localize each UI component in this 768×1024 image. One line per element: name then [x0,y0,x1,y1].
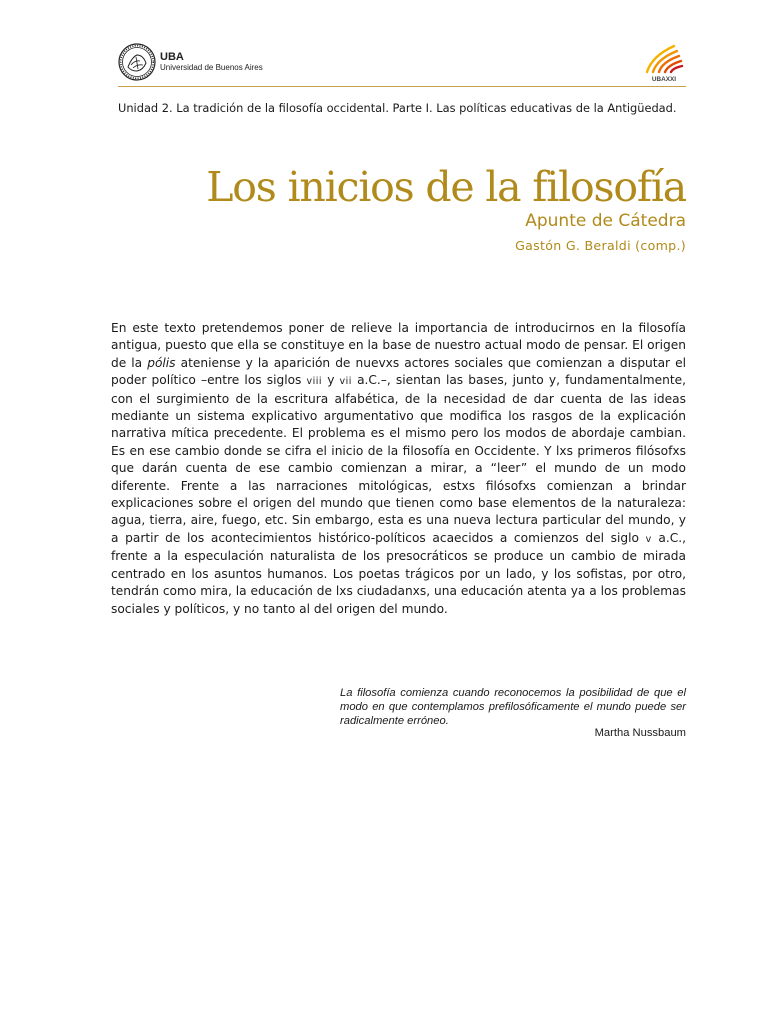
compiler-credit: Gastón G. Beraldi (comp.) [515,238,686,253]
body-paragraph [111,320,686,618]
century-numeral: viii [306,376,323,388]
body-text-segment: a.C., frente a la especulación naturalista de los presocráticos se produce un cambio de mirada centrado en los asuntos humanos. Los poetas trágicos por un lado, y los sofistas, por otro, tendrán como mira, la educación de lxs ciudadanxs, una educación atenta ya a los problemas sociales y políticos, y no tanto al del origen del mundo. [111,530,686,616]
uba-name: UBA [160,51,184,63]
ubaxxi-logo-icon [644,43,684,83]
uba-seal-icon [118,43,156,81]
century-numeral: v [645,533,652,545]
century-numeral: vii [339,376,352,388]
body-text-segment: ateniense y la aparición de nuevxs actores sociales que comienzan a disputar el poder político –entre los siglos [111,355,686,388]
ubaxxi-label: UBAXXI [651,76,677,83]
uba-wordmark [160,51,263,73]
body-text-segment: a.C.–, sientan las bases, junto y, fundamentalmente, con el surgimiento de la escritura alfabética, de la necesidad de dar cuenta de las ideas mediante un sistema explicativo argumentativo que modifica los rasgos de la explicación narrativa mítica precedente. El problema es el mismo pero los modos de abordaje cambian. Es en ese cambio donde se cifra el inicio de la filosofía en Occidente. Y lxs primeros filósofxs que darán cuenta de ese cambio comienzan a mirar, a “leer” el mundo de un modo diferente. Frente a las narraciones mitológicas, estxs filósofxs comienzan a brindar explicaciones sobre el origen del mundo que tienen como base elementos de la naturaleza: agua, tierra, aire, fuego, etc. Sin embargo, esta es una nueva lectura particular del mundo, y a partir de los acontecimientos histórico-políticos acaecidos a comienzos del siglo [111,373,686,545]
page-title: Los inicios de la filosofía [206,163,686,211]
epigraph-quote: La filosofía comienza cuando reconocemos la posibilidad de que el modo en que contemplamos prefilosóficamente el mundo puede ser radicalmente erróneo. [340,687,686,727]
unit-line: Unidad 2. La tradición de la filosofía occidental. Parte I. Las políticas educativas de la Antigüedad. [118,101,677,115]
body-text-segment: y [322,373,340,388]
polis-term: pólis [147,355,176,370]
page-header [118,43,686,83]
body-text-segment: En este texto pretendemos poner de relieve la importancia de introducirnos en la filosofía antigua, puesto que ella se constituye en la base de nuestro actual modo de pensar. El origen de la [111,321,686,370]
page-subtitle: Apunte de Cátedra [525,211,686,231]
header-divider [118,86,686,87]
epigraph-author: Martha Nussbaum [594,727,686,739]
uba-subtitle: Universidad de Buenos Aires [160,63,263,72]
